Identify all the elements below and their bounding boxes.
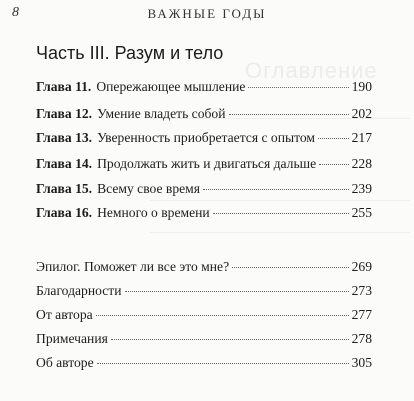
page-ref: 269: [351, 259, 372, 274]
toc-row: [36, 130, 372, 146]
page-ref: 277: [351, 307, 372, 322]
dot-leader: [203, 189, 349, 190]
dot-leader: [111, 339, 349, 340]
entry-title: От автора: [36, 307, 93, 322]
chapter-label: Глава 11.: [36, 79, 92, 94]
entry-title: Примечания: [36, 331, 108, 346]
running-head: ВАЖНЫЕ ГОДЫ: [147, 6, 267, 21]
toc-row: [36, 283, 372, 299]
chapter-title: Немного о времени: [97, 205, 210, 220]
page-ref: 273: [351, 283, 372, 298]
dot-leader: [125, 291, 349, 292]
toc-row: [36, 259, 372, 275]
bleed-through-text: Оглавление: [245, 58, 378, 83]
dot-leader: [229, 114, 349, 115]
page-ref: 278: [351, 331, 372, 346]
page-ref: 255: [351, 205, 372, 220]
chapter-label: Глава 14.: [36, 156, 93, 171]
dot-leader: [232, 267, 349, 268]
toc-row: [36, 355, 372, 371]
toc-row: [36, 331, 372, 347]
toc-row: [36, 156, 372, 172]
toc-row: [36, 106, 372, 122]
page-ref: 305: [351, 355, 372, 370]
entry-title: Эпилог. Поможет ли все это мне?: [36, 259, 230, 274]
chapter-label: Глава 16.: [36, 205, 93, 220]
toc-row: [36, 307, 372, 323]
bleed-through-line: [150, 200, 410, 201]
page-ref: 190: [351, 79, 372, 94]
page-ref: 202: [351, 106, 372, 121]
dot-leader: [319, 164, 348, 165]
chapter-title: Продолжать жить и двигаться дальше: [97, 156, 317, 171]
entry-title: Об авторе: [36, 355, 94, 370]
dot-leader: [213, 213, 349, 214]
chapter-title: Всему свое время: [97, 181, 201, 196]
entry-title: Благодарности: [36, 283, 122, 298]
dot-leader: [96, 315, 349, 316]
toc-row: [36, 205, 372, 221]
chapter-label: Глава 12.: [36, 106, 93, 121]
toc-row: [36, 181, 372, 197]
page-number: 8: [12, 5, 19, 20]
toc-row: [36, 79, 372, 95]
chapter-label: Глава 13.: [36, 130, 93, 145]
chapter-label: Глава 15.: [36, 181, 93, 196]
page-ref: 228: [351, 156, 372, 171]
section-title: Часть III. Разум и тело: [36, 43, 224, 63]
page-ref: 217: [351, 130, 372, 145]
chapter-title: Опережающее мышление: [96, 79, 246, 94]
bleed-through-line: [150, 232, 410, 233]
dot-leader: [318, 138, 349, 139]
chapter-title: Уверенность приобретается с опытом: [97, 130, 316, 145]
dot-leader: [248, 87, 348, 88]
chapter-title: Умение владеть собой: [97, 106, 226, 121]
dot-leader: [97, 363, 349, 364]
page-ref: 239: [351, 181, 372, 196]
